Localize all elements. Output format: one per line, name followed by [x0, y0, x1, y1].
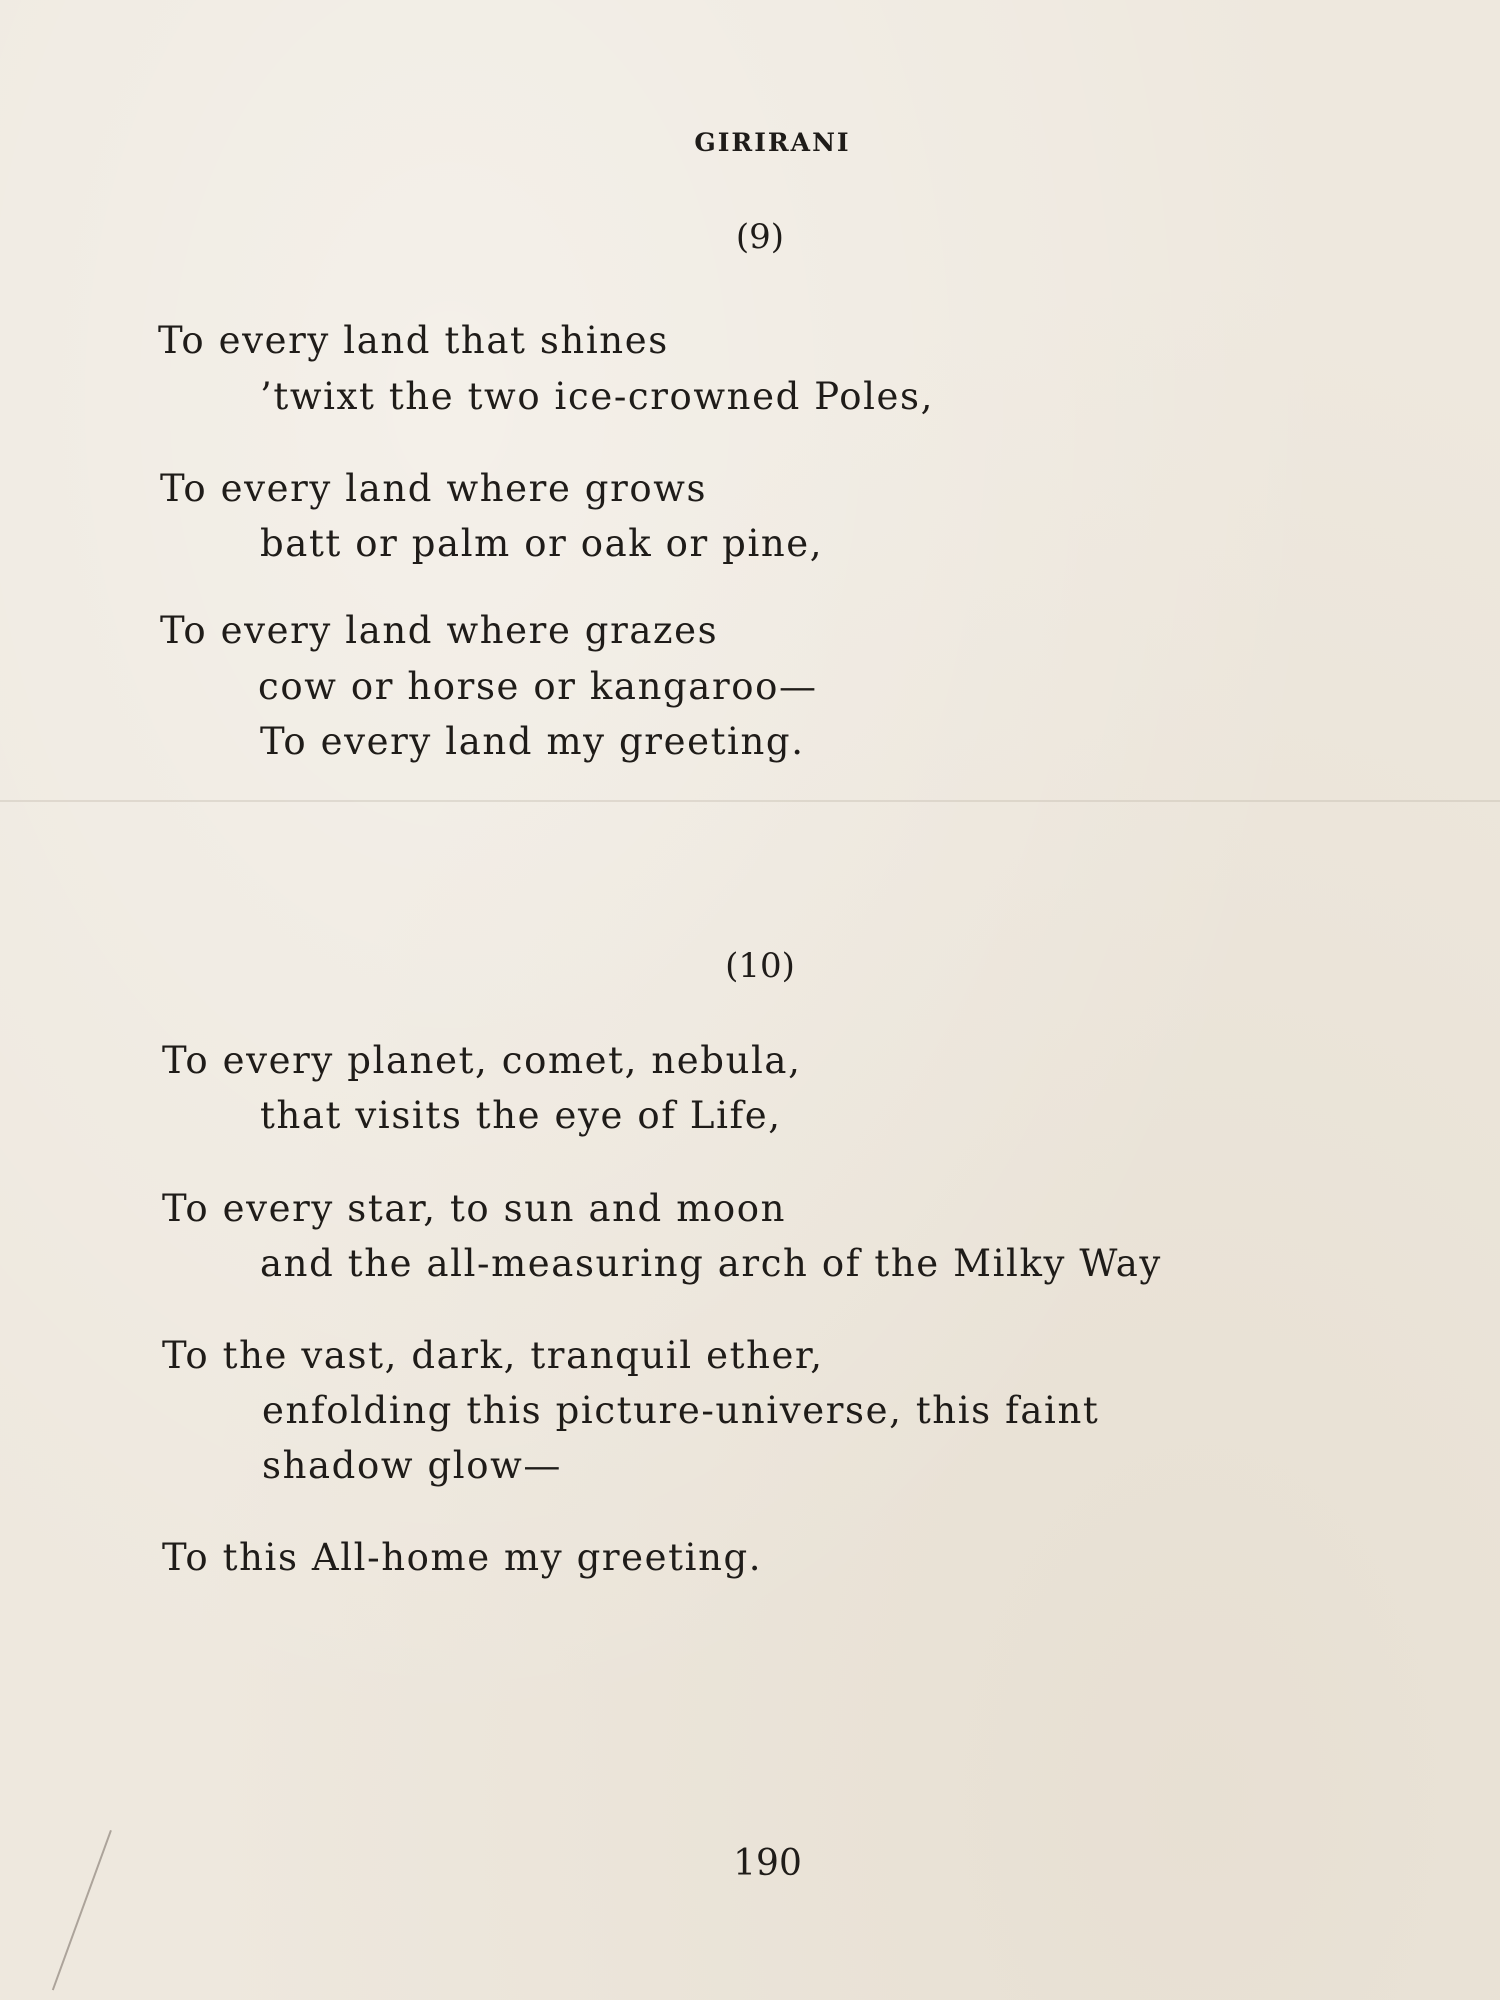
poem-9-number: (9) [735, 217, 785, 257]
poem-10-line: To this All-home my greeting. [162, 1536, 763, 1579]
poem-9-line: cow or horse or kangaroo— [258, 665, 818, 708]
poem-10-number: (10) [725, 946, 795, 986]
poem-10-line: To the vast, dark, tranquil ether, [162, 1334, 824, 1377]
poem-9-line: To every land where grows [160, 467, 708, 510]
poem-9-line: To every land my greeting. [260, 720, 805, 763]
poem-9-line: To every land that shines [158, 319, 669, 362]
poem-10-line: shadow glow— [262, 1444, 562, 1487]
page-fold-line [0, 800, 1500, 802]
poem-10-line: enfolding this picture-universe, this faint [262, 1389, 1100, 1432]
page-number: 190 [733, 1843, 802, 1884]
poem-10-line: that visits the eye of Life, [260, 1094, 782, 1137]
poem-9-line: batt or palm or oak or pine, [260, 522, 824, 565]
poem-10-line: To every planet, comet, nebula, [162, 1039, 802, 1082]
poem-10-line: and the all-measuring arch of the Milky Way [260, 1242, 1162, 1285]
poem-10-line: To every star, to sun and moon [162, 1187, 787, 1230]
poem-9-line: ’twixt the two ice-crowned Poles, [260, 375, 934, 418]
poem-9-line: To every land where grazes [160, 609, 719, 652]
running-head: GIRIRANI [694, 128, 851, 157]
